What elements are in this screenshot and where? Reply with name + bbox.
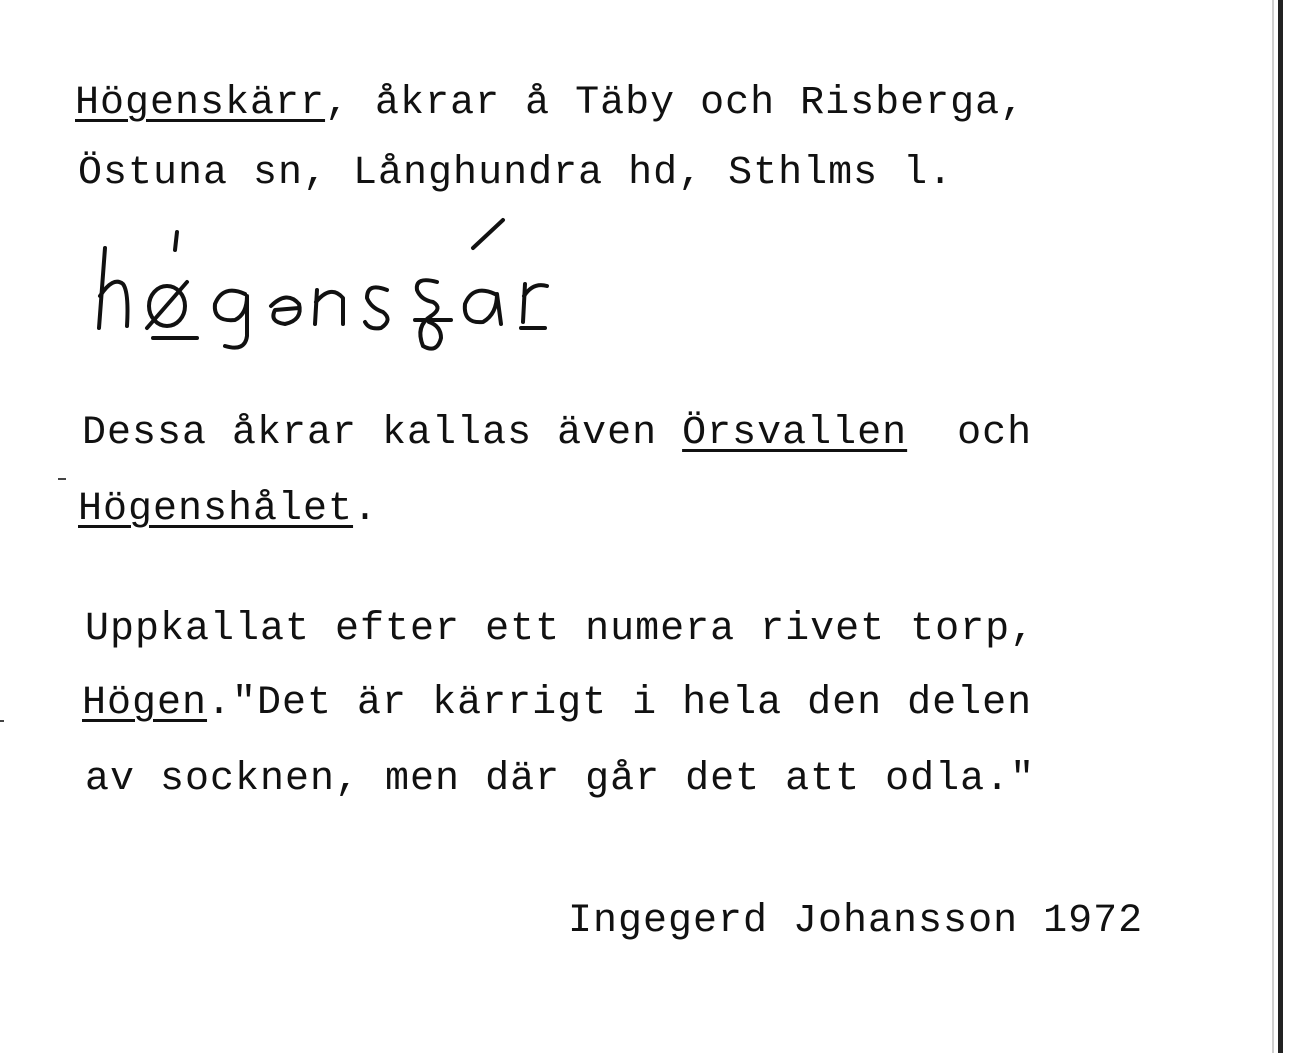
torp-name: Högen: [82, 681, 208, 726]
alt-names-line-2: [78, 486, 378, 534]
quote-line: av socknen, men där går det att odla.": [85, 757, 1036, 802]
alt-names-intro: Dessa åkrar kallas även: [82, 411, 683, 456]
alt-names-conjunction: och: [907, 411, 1033, 456]
alt-names-line: [82, 410, 1032, 458]
card-edge: [1278, 0, 1283, 1053]
handwriting-drawing: [85, 210, 565, 370]
heading-location: , åkrar å Täby och Risberga,: [325, 81, 1026, 126]
alt-name-hogenshalet: Högenshålet: [78, 487, 354, 532]
headword: Högenskärr: [75, 81, 326, 126]
origin-line-2: [82, 680, 1032, 728]
origin-line: Uppkallat efter ett numera rivet torp,: [85, 607, 1036, 652]
margin-mark: [58, 478, 66, 480]
alt-name-orsvallen: Örsvallen: [682, 411, 908, 456]
period: .: [353, 487, 379, 532]
heading-line: [75, 80, 1025, 128]
parish-line: Östuna sn, Långhundra hd, Sthlms l.: [78, 151, 954, 196]
card-edge-shadow: [1272, 0, 1274, 1053]
margin-mark: [0, 720, 4, 722]
handwritten-pronunciation: [85, 210, 565, 370]
quote-start: ."Det är kärrigt i hela den delen: [207, 681, 1033, 726]
signature: Ingegerd Johansson 1972: [568, 899, 1144, 944]
